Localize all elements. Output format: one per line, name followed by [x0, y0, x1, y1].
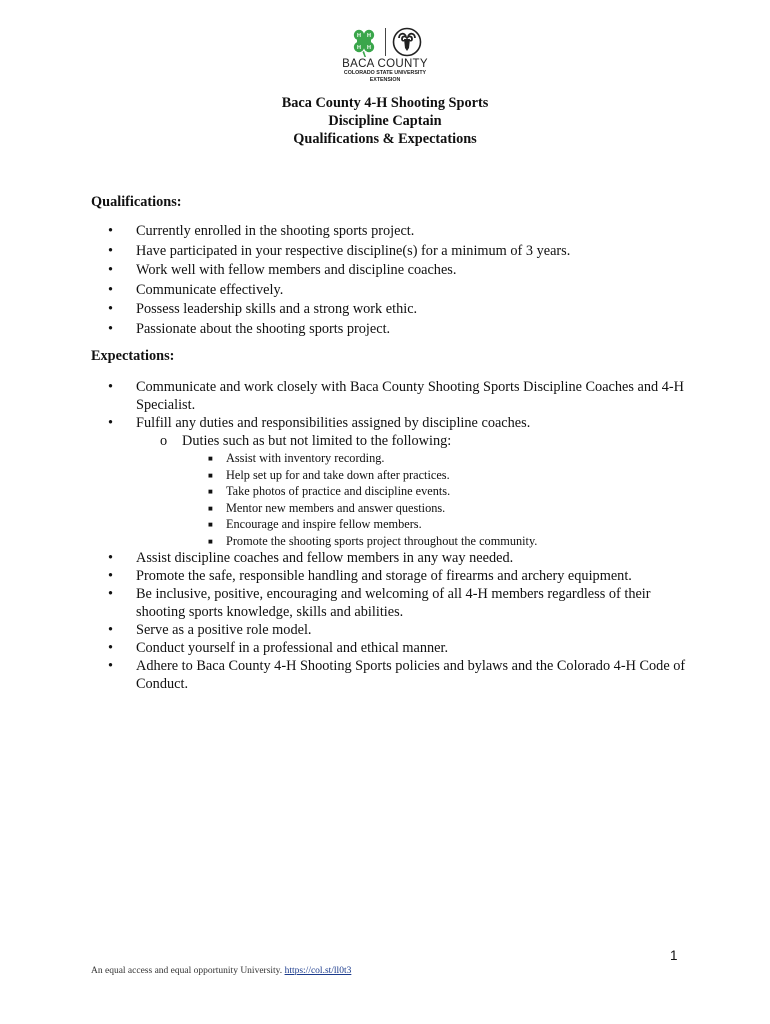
bullet-icon: • [108, 320, 114, 337]
detail-list-item: ■ Take photos of practice and discipline events. [208, 483, 738, 500]
list-item: • Promote the safe, responsible handling and storage of firearms and archery equipment. [108, 568, 632, 584]
qualifications-list [108, 222, 688, 339]
list-item: • Communicate effectively. [108, 281, 284, 298]
square-bullet-icon: ■ [208, 454, 213, 463]
list-item: • Serve as a positive role model. [108, 622, 312, 638]
duties-detail-list [208, 450, 738, 549]
list-item: • Be inclusive, positive, encouraging and welcoming of all 4-H members regardless of their shooting sports knowledge, skills and abilities. [108, 586, 651, 620]
detail-list-item: ■ Help set up for and take down after practices. [208, 467, 738, 484]
list-item: • Currently enrolled in the shooting sports project. [108, 223, 415, 239]
bullet-icon: • [108, 223, 114, 239]
bullet-icon: • [108, 242, 114, 259]
list-item: • Have participated in your respective discipline(s) for a minimum of 3 years. [108, 242, 571, 259]
circle-bullet-icon: o [160, 433, 168, 449]
footer-link[interactable]: https://col.st/ll0t3 [284, 966, 352, 976]
logo-county-text: BACA COUNTY [342, 58, 428, 70]
expectations-list [108, 378, 688, 693]
square-bullet-icon: ■ [208, 503, 213, 513]
bullet-icon: • [108, 586, 114, 602]
csu-ram-icon [392, 27, 422, 57]
list-item: • Possess leadership skills and a strong work ethic. [108, 301, 418, 317]
detail-list-item: ■ Mentor new members and answer questions. [208, 500, 738, 517]
bullet-icon: • [108, 379, 114, 395]
square-bullet-icon: ■ [208, 470, 213, 480]
baca-county-extension-logo [335, 27, 435, 89]
list-item: • Fulfill any duties and responsibilities assigned by discipline coaches. o Duties such as but not limited to the following: ■ Assist with inventory recording. ■ Help set up for and take down after practices. ■ Take photos of practice and discipline events. ■ Mentor new members and answer questions. ■ Encourage and inspire fellow members. ■ Promote the shooting sports project throughout the community. [108, 414, 688, 549]
document-subtitle: Discipline Captain [328, 113, 442, 129]
bullet-icon: • [108, 262, 114, 278]
qualifications-heading: Qualifications: [91, 194, 182, 210]
svg-text:H: H [356, 45, 361, 51]
expectations-heading: Expectations: [91, 348, 175, 364]
sub-list-item: o Duties such as but not limited to the following: ■ Assist with inventory recording. ■ Help set up for and take down after practices. ■ Take photos of practice and discipline events. ■ Mentor new members and answer questions. ■ Encourage and inspire fellow members. ■ Promote the shooting sports project throughout the community. [160, 432, 712, 549]
square-bullet-icon: ■ [208, 487, 213, 496]
list-item: • Adhere to Baca County 4-H Shooting Sports policies and bylaws and the Colorado 4-H Code of Conduct. [108, 658, 686, 692]
svg-text:H: H [366, 45, 371, 51]
detail-list-item: ■ Promote the shooting sports project throughout the community. [208, 533, 738, 550]
duties-sublist [160, 432, 712, 549]
square-bullet-icon: ■ [208, 520, 213, 529]
bullet-icon: • [108, 568, 114, 584]
svg-text:H: H [356, 33, 361, 39]
square-bullet-icon: ■ [208, 536, 213, 546]
detail-list-item: ■ Encourage and inspire fellow members. [208, 516, 738, 533]
list-item: • Communicate and work closely with Baca County Shooting Sports Discipline Coaches and 4-H Specialist. [108, 379, 684, 413]
logo-extension-text: EXTENSION [369, 77, 401, 83]
bullet-icon: • [108, 550, 114, 566]
list-item: • Passionate about the shooting sports project. [108, 320, 391, 337]
footer [91, 966, 351, 976]
list-item: • Conduct yourself in a professional and ethical manner. [108, 640, 449, 656]
footer-text: An equal access and equal opportunity University. [91, 966, 285, 976]
list-item: • Work well with fellow members and discipline coaches. [108, 262, 457, 278]
bullet-icon: • [108, 301, 114, 317]
bullet-icon: • [108, 415, 114, 431]
bullet-icon: • [108, 281, 114, 298]
four-h-clover-icon [349, 27, 379, 57]
list-item: • Assist discipline coaches and fellow members in any way needed. [108, 550, 514, 566]
svg-text:H: H [366, 33, 371, 39]
bullet-icon: • [108, 622, 114, 638]
document-title: Baca County 4-H Shooting Sports [281, 95, 489, 111]
page-number: 1 [670, 948, 678, 963]
logo-university-text: COLORADO STATE UNIVERSITY [343, 70, 427, 76]
detail-list-item: ■ Assist with inventory recording. [208, 450, 738, 467]
logo-divider [385, 28, 386, 56]
bullet-icon: • [108, 640, 114, 656]
bullet-icon: • [108, 658, 114, 674]
document-section-title: Qualifications & Expectations [293, 131, 477, 147]
